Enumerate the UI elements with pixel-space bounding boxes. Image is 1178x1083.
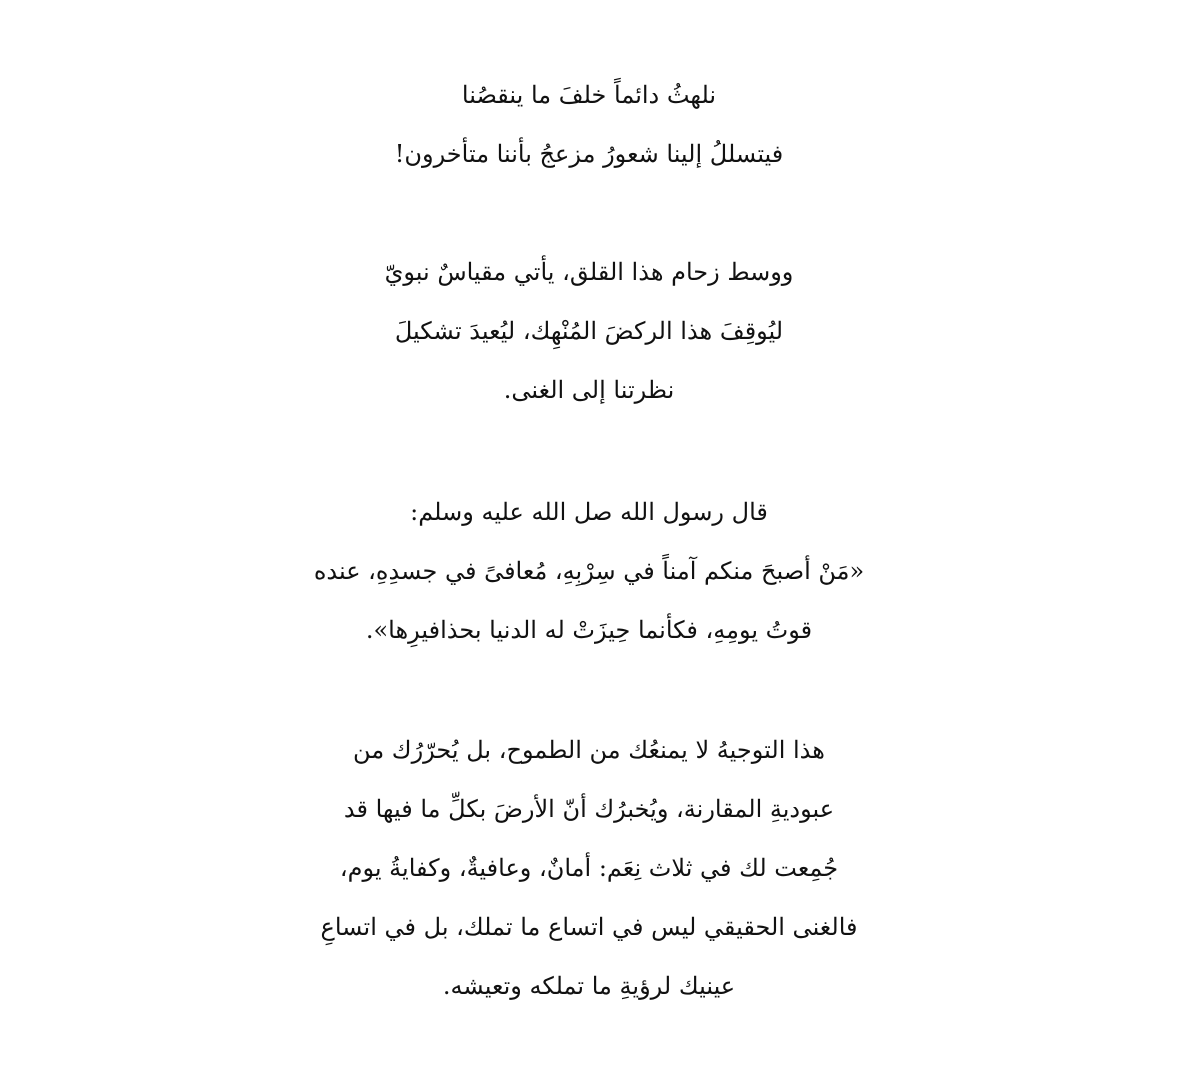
text-line: نظرتنا إلى الغنى. [503,376,675,404]
text-line: هذا التوجيهُ لا يمنعُك من الطموح، بل يُحرّرُك من [353,736,825,764]
text-line: فيتسللُ إلينا شعورُ مزعجُ بأننا متأخرون! [394,140,784,168]
stanza-opening [0,66,1178,184]
hadith-quote-line: «مَنْ أصبحَ منكم آمناً في سِرْبِهِ، مُعافىً في جسدِهِ، عنده [313,557,865,585]
text-line: عينيك لرؤيةِ ما تملكه وتعيشه. [442,972,736,1000]
text-line: عبوديةِ المقارنة، ويُخبرُك أنّ الأرضَ بكلِّ ما فيها قد [343,795,835,823]
text-line: ليُوقِفَ هذا الركضَ المُنْهِك، ليُعيدَ تشكيلَ [394,317,784,345]
text-line: نلهثُ دائماً خلفَ ما ينقصُنا [461,81,717,109]
stanza-hadith [0,483,1178,660]
text-line: جُمِعت لك في ثلاث نِعَم: أمانٌ، وعافيةٌ، وكفايةُ يوم، [339,854,839,882]
stanza-conclusion [0,721,1178,1016]
hadith-quote-line: قوتُ يومِهِ، فكأنما حِيزَتْ له الدنيا بحذافيرِها». [365,616,813,644]
text-line: فالغنى الحقيقي ليس في اتساع ما تملك، بل في اتساعِ [320,913,858,941]
text-line: ووسط زحام هذا القلق، يأتي مقياسٌ نبويّ [384,258,794,286]
stanza-anxiety [0,243,1178,420]
text-line: قال رسول الله صل الله عليه وسلم: [410,498,768,526]
